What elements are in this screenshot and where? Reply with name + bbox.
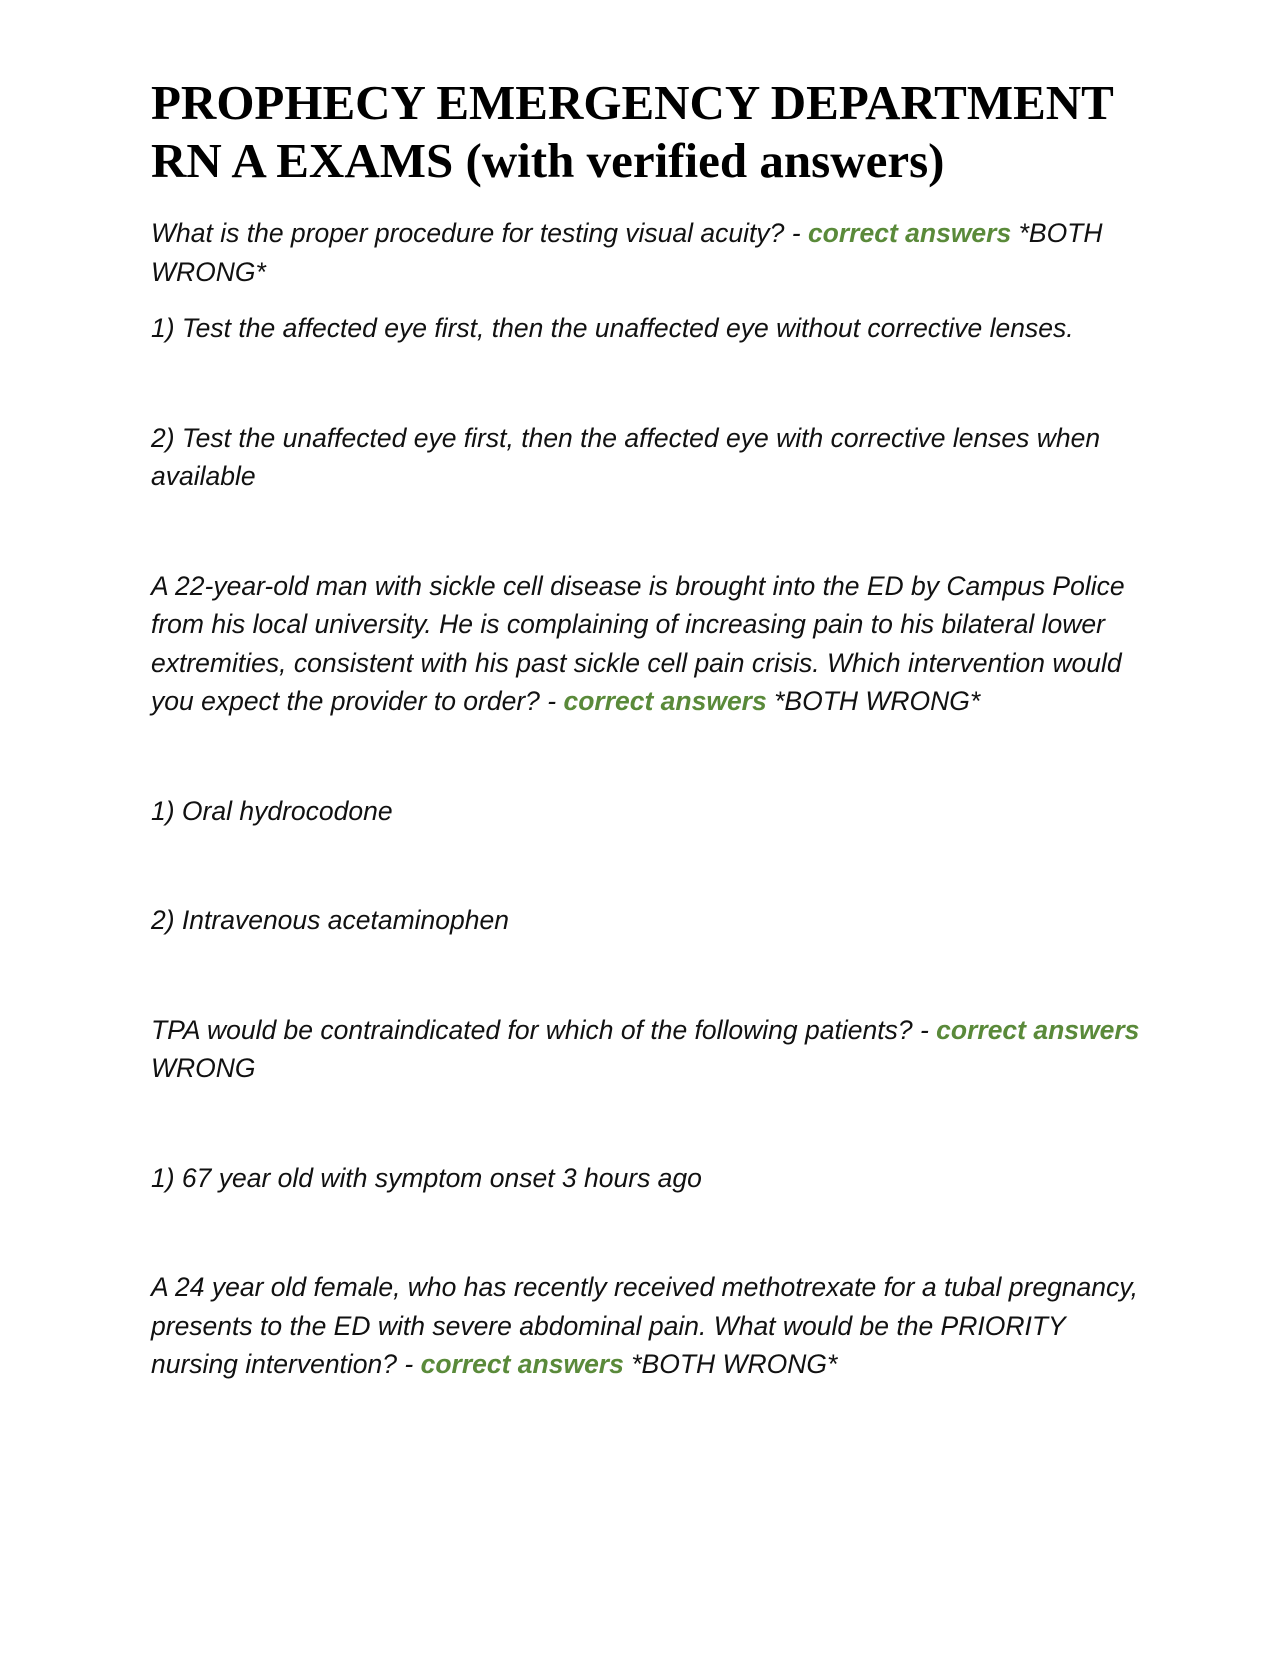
question-tpa [151, 1011, 1141, 1088]
answer-verdict: *BOTH WRONG* [766, 686, 981, 716]
question-text: TPA would be contraindicated for which of the following patients? - [151, 1014, 937, 1045]
correct-answers-label: correct answers [563, 686, 767, 716]
correct-answers-label: correct answers [807, 218, 1012, 248]
question-sickle-cell [151, 567, 1141, 721]
question-text: A 24 year old female, who has recently received methotrexate for a tubal pregnancy, presents to the ED with severe abdominal pain. What would be the PRIORITY nursing intervention? - [151, 1272, 1138, 1379]
question-text: A 22-year-old man with sickle cell disease is brought into the ED by Campus Police from his local university. He is complaining of increasing pain to his bilateral lower extremities, consistent with his past sickle cell pain crisis. Which intervention would you expect the provider to order? - [151, 570, 1125, 716]
answer-verdict: WRONG [151, 1053, 256, 1083]
question-visual-acuity [151, 214, 1141, 291]
correct-answers-label: correct answers [420, 1349, 624, 1379]
question-methotrexate [151, 1268, 1141, 1384]
correct-answers-label: correct answers [936, 1014, 1140, 1045]
answer-verdict: *BOTH WRONG* [151, 218, 1103, 287]
question-text: What is the proper procedure for testing visual acuity? - [151, 218, 808, 248]
answer-option: 1) 67 year old with symptom onset 3 hours ago [151, 1162, 702, 1193]
answer-option: 2) Test the unaffected eye first, then the affected eye with corrective lenses when available [151, 422, 1101, 491]
document-page [151, 74, 1141, 1384]
answer-option: 1) Oral hydrocodone [151, 795, 393, 826]
answer-option: 2) Intravenous acetaminophen [151, 905, 509, 935]
answer-verdict: *BOTH WRONG* [623, 1349, 838, 1379]
document-title: PROPHECY EMERGENCY DEPARTMENT RN A EXAMS (with verified answers) [151, 75, 1113, 188]
answer-option: 1) Test the affected eye first, then the unaffected eye without corrective lenses. [151, 313, 1074, 343]
